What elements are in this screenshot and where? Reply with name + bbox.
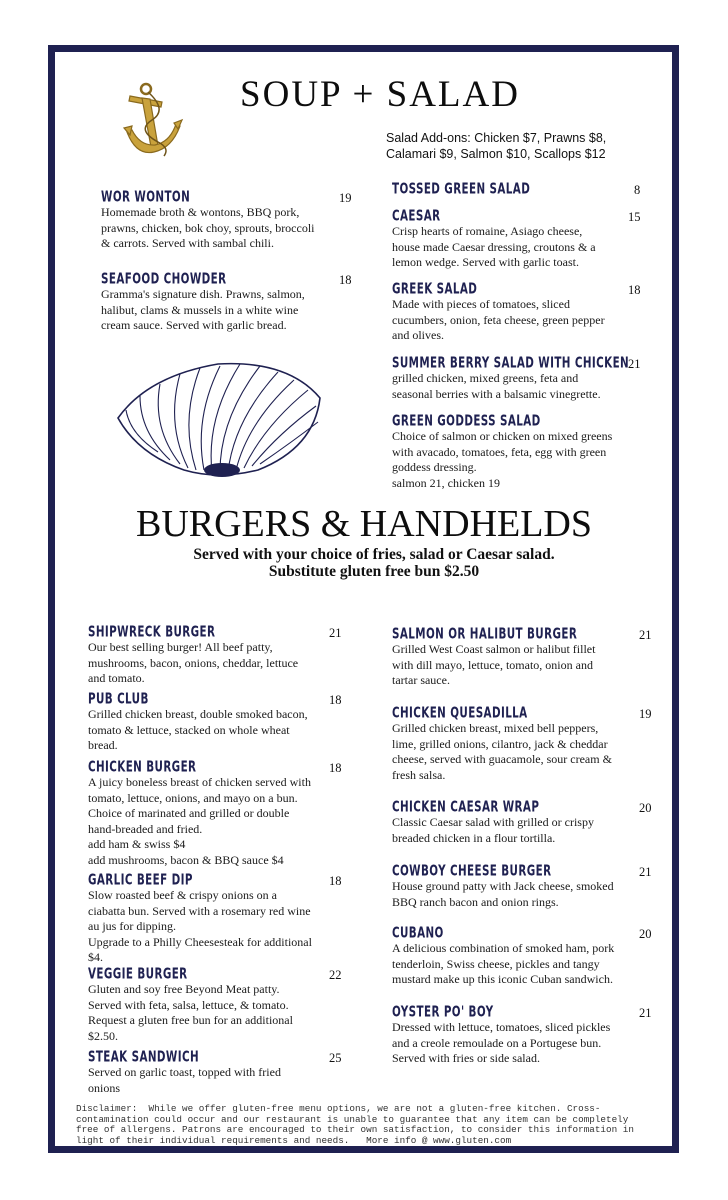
item-description: grilled chicken, mixed greens, feta and seasonal berries with a balsamic vinegrette. [392, 371, 601, 401]
item-name: STEAK SANDWICH [88, 1047, 200, 1066]
item-description: Choice of salmon or chicken on mixed greens with avacado, tomatoes, feta, egg with green goddess dressing. salmon 21, chicken 19 [392, 429, 613, 490]
item-price: 19 [339, 191, 352, 205]
menu-item-veggie-burger [88, 964, 354, 1044]
item-name: CHICKEN BURGER [88, 757, 197, 776]
item-description: Homemade broth & wontons, BBQ pork, prawns, chicken, bok choy, sprouts, broccoli & carrots. Served with sambal chili. [101, 205, 315, 250]
item-price: 20 [639, 927, 652, 941]
menu-item-pub-club [88, 689, 354, 754]
item-price: 18 [329, 693, 342, 707]
menu-item-cubano [392, 923, 654, 988]
item-price: 25 [329, 1051, 342, 1065]
menu-item-salmon-halibut-burger [392, 624, 654, 689]
section-title-soup-salad: SOUP + SALAD [240, 74, 520, 115]
item-description: Grilled West Coast salmon or halibut fillet with dill mayo, lettuce, tomato, onion and tartar sauce. [392, 642, 596, 687]
item-price: 18 [339, 273, 352, 287]
section-title-burgers: BURGERS & HANDHELDS [135, 503, 593, 545]
menu-item-greek-salad [392, 279, 642, 344]
item-price: 21 [639, 1006, 652, 1020]
item-description: Gramma's signature dish. Prawns, salmon, halibut, clams & mussels in a white wine cream sauce. Served with garlic bread. [101, 287, 305, 332]
item-name: SEAFOOD CHOWDER [101, 269, 227, 288]
item-description: Made with pieces of tomatoes, sliced cucumbers, onion, feta cheese, green pepper and olives. [392, 297, 605, 342]
item-description: Slow roasted beef & crispy onions on a ciabatta bun. Served with a rosemary red wine au jus for dipping. Upgrade to a Philly Cheesesteak for additional $4. [88, 888, 312, 964]
item-name: TOSSED GREEN SALAD [392, 179, 531, 198]
disclaimer-line-4: light of their individual requirements and needs. More info @ www.gluten.com [76, 1134, 512, 1146]
disclaimer-line-1: Disclaimer: While we offer gluten-free menu options, we are not a gluten-free kitchen. Cross- [76, 1103, 601, 1114]
salad-addons-line-2: Calamari $9, Salmon $10, Scallops $12 [386, 147, 606, 161]
item-description: Classic Caesar salad with grilled or crispy breaded chicken in a flour tortilla. [392, 815, 594, 845]
item-price: 21 [639, 628, 652, 642]
menu-item-steak-sandwich [88, 1047, 354, 1096]
item-price: 18 [329, 761, 342, 775]
item-price: 18 [329, 874, 342, 888]
item-description: A delicious combination of smoked ham, pork tenderloin, Swiss cheese, pickles and tangy mustard make up this iconic Cuban sandwich. [392, 941, 615, 986]
menu-item-chicken-quesadilla [392, 703, 654, 783]
item-name: WOR WONTON [101, 187, 191, 206]
item-price: 20 [639, 801, 652, 815]
item-name: GREEK SALAD [392, 279, 478, 298]
item-name: CHICKEN QUESADILLA [392, 703, 528, 722]
menu-item-green-goddess-salad [392, 411, 642, 491]
salad-addons [386, 130, 606, 162]
burgers-subtitle [0, 546, 728, 580]
item-name: CAESAR [392, 206, 441, 225]
item-name: SUMMER BERRY SALAD WITH CHICKEN [392, 353, 630, 372]
menu-item-cowboy-cheese-burger [392, 861, 654, 910]
item-name: CHICKEN CAESAR WRAP [392, 797, 540, 816]
menu-item-oyster-po-boy [392, 1002, 654, 1067]
item-price: 8 [634, 183, 641, 197]
salad-addons-line-1: Salad Add-ons: Chicken $7, Prawns $8, [386, 131, 607, 145]
item-description: Crisp hearts of romaine, Asiago cheese, house made Caesar dressing, croutons & a lemon wedge. Served with garlic toast. [392, 224, 596, 269]
item-price: 21 [329, 626, 342, 640]
item-price: 15 [628, 210, 641, 224]
item-description: A juicy boneless breast of chicken served with tomato, lettuce, onions, and mayo on a bun. Choice of marinated and grilled or double hand-breaded and fried. add ham & swiss $4 add mushrooms, bacon & BBQ sauce $4 [88, 775, 311, 867]
menu-item-chicken-caesar-wrap [392, 797, 654, 846]
item-price: 22 [329, 968, 342, 982]
item-name: CUBANO [392, 923, 444, 942]
item-name: OYSTER PO' BOY [392, 1002, 494, 1021]
item-name: GREEN GODDESS SALAD [392, 411, 541, 430]
item-name: VEGGIE BURGER [88, 964, 188, 983]
disclaimer-line-2: contamination could occur and our restaurant is unable to guarantee that any item can be completely [76, 1113, 629, 1125]
menu-item-garlic-beef-dip [88, 870, 354, 966]
menu-item-seafood-chowder [101, 269, 355, 334]
item-description: Grilled chicken breast, mixed bell peppers, lime, grilled onions, cilantro, jack & cheddar cheese, served with guacamole, sour cream & fresh salsa. [392, 721, 612, 782]
menu-item-tossed-green-salad [392, 179, 642, 197]
item-price: 19 [639, 707, 652, 721]
item-price: 21 [639, 865, 652, 879]
item-description: Dressed with lettuce, tomatoes, sliced pickles and a creole remoulade on a Portugese bun. Served with fries or side salad. [392, 1020, 611, 1065]
menu-item-wor-wonton [101, 187, 355, 252]
item-name: SALMON OR HALIBUT BURGER [392, 624, 578, 643]
disclaimer-line-3: free of allergens. Patrons are encouraged to their own satisfaction, to consider this information in [76, 1124, 634, 1135]
item-description: Grilled chicken breast, double smoked bacon, tomato & lettuce, stacked on whole wheat bread. [88, 707, 308, 752]
burgers-subtitle-line-2: Substitute gluten free bun $2.50 [268, 563, 480, 580]
item-description: House ground patty with Jack cheese, smoked BBQ ranch bacon and onion rings. [392, 879, 614, 909]
item-name: PUB CLUB [88, 689, 149, 708]
item-name: COWBOY CHEESE BURGER [392, 861, 552, 880]
gluten-disclaimer [76, 1104, 666, 1146]
item-name: SHIPWRECK BURGER [88, 622, 216, 641]
item-description: Our best selling burger! All beef patty, mushrooms, bacon, onions, cheddar, lettuce and tomato. [88, 640, 299, 685]
menu-item-shipwreck-burger [88, 622, 354, 687]
burgers-subtitle-line-1: Served with your choice of fries, salad or Caesar salad. [193, 546, 555, 563]
oyster-shell-illustration [108, 358, 326, 484]
menu-item-summer-berry-salad [392, 353, 642, 402]
item-price: 18 [628, 283, 641, 297]
item-price: 21 [628, 357, 641, 371]
item-description: Served on garlic toast, topped with fried onions [88, 1065, 281, 1095]
menu-item-caesar [392, 206, 642, 271]
item-name: GARLIC BEEF DIP [88, 870, 193, 889]
item-description: Gluten and soy free Beyond Meat patty. Served with feta, salsa, lettuce, & tomato. Request a gluten free bun for an additional $2.50. [88, 982, 293, 1043]
menu-item-chicken-burger [88, 757, 354, 868]
